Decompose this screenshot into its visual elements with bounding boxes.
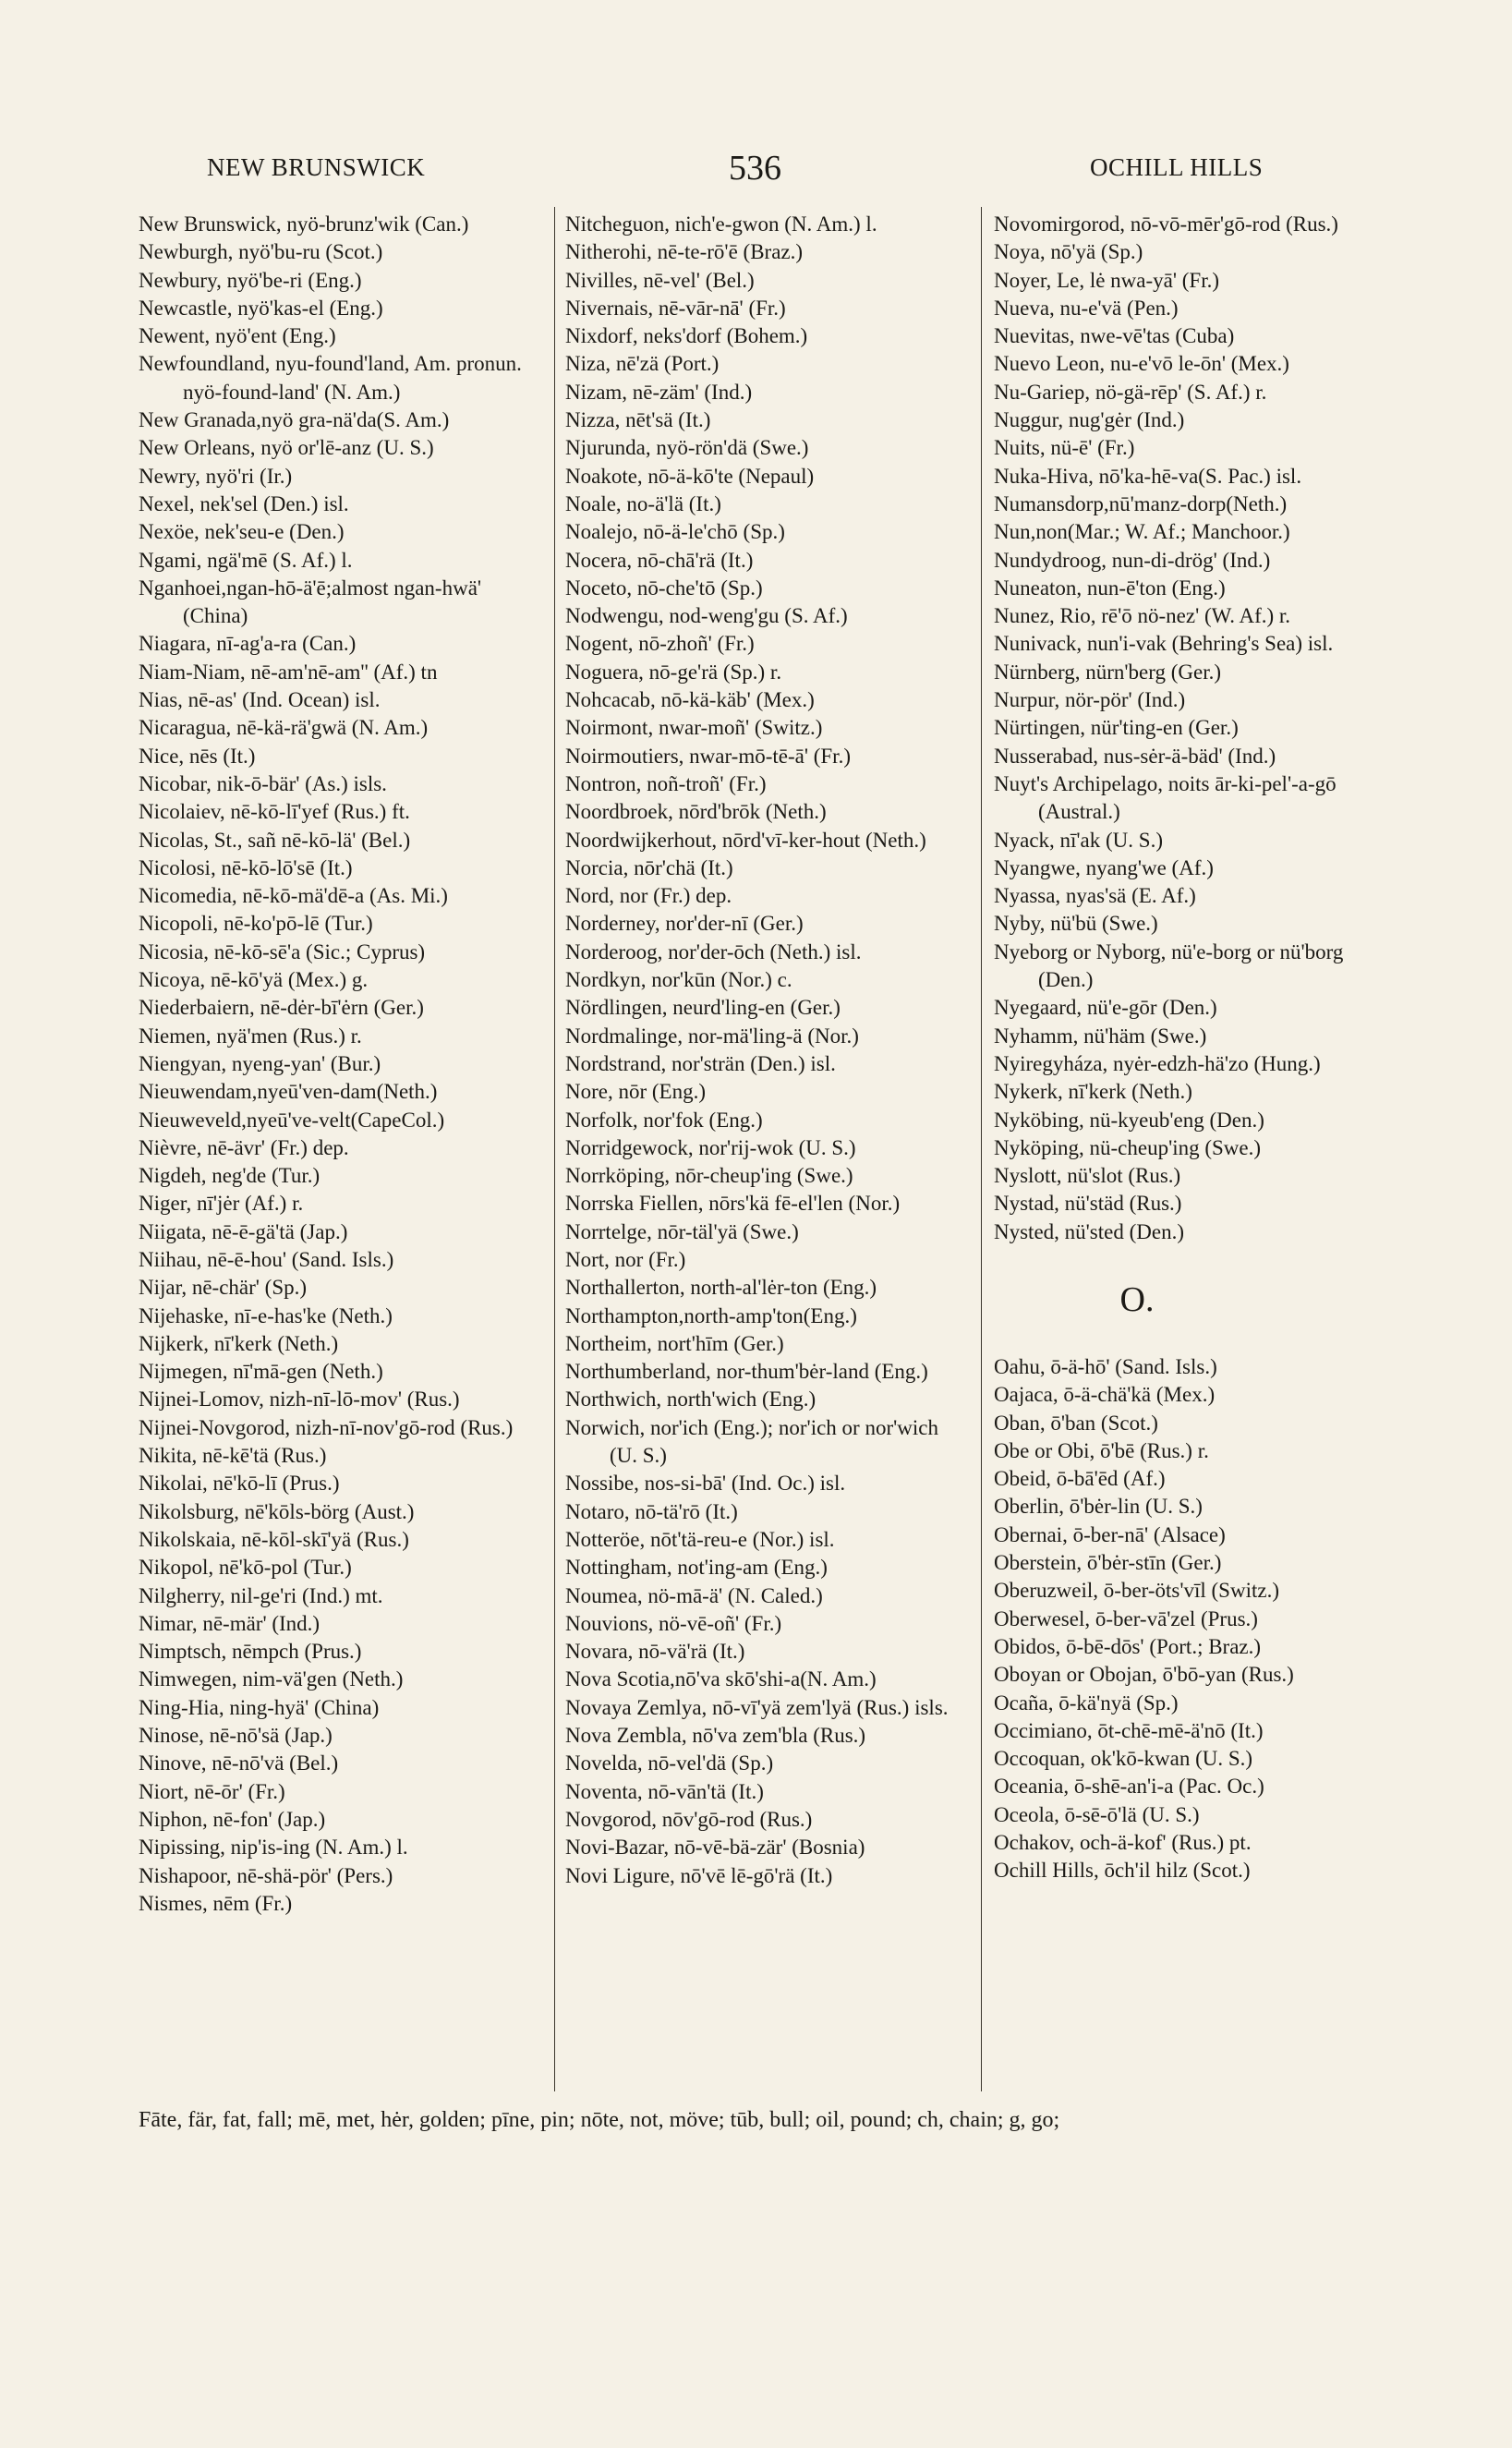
gazetteer-entry: Norrköping, nōr-cheup'ing (Swe.) (565, 1164, 853, 1188)
gazetteer-entry: Oberuzweil, ō-ber-öts'vīl (Switz.) (994, 1579, 1279, 1603)
gazetteer-entry: Nyack, nī'ak (U. S.) (994, 828, 1163, 852)
running-head-left: NEW BRUNSWICK (207, 153, 426, 181)
gazetteer-entry: Nuevo Leon, nu-e'vō le-ōn' (Mex.) (994, 352, 1289, 376)
gazetteer-entry: Ninove, nē-nō'vä (Bel.) (139, 1751, 339, 1775)
gazetteer-entry: Nismes, nēm (Fr.) (139, 1891, 293, 1915)
gazetteer-entry: Nun,non(Mar.; W. Af.; Manchoor.) (994, 520, 1290, 544)
gazetteer-entry: Nurpur, nör-pör' (Ind.) (994, 688, 1186, 712)
column-1 (139, 211, 536, 1918)
gazetteer-entry: Nystad, nü'städ (Rus.) (994, 1192, 1182, 1216)
gazetteer-entry: Ninose, nē-nō'sä (Jap.) (139, 1724, 333, 1748)
gazetteer-entry: Nicolaiev, nē-kō-lī'yef (Rus.) ft. (139, 800, 410, 824)
gazetteer-entry: Obernai, ō-ber-nā' (Alsace) (994, 1522, 1226, 1546)
gazetteer-entry: Nossibe, nos-si-bā' (Ind. Oc.) isl. (565, 1472, 846, 1496)
gazetteer-entry: Noordbroek, nōrd'brōk (Neth.) (565, 800, 827, 824)
gazetteer-entry: Nikolskaia, nē-kōl-skī'yä (Rus.) (139, 1527, 409, 1551)
gazetteer-entry: Njurunda, nyö-rön'dä (Swe.) (565, 436, 809, 460)
gazetteer-entry: Nicoya, nē-kō'yä (Mex.) g. (139, 968, 369, 992)
gazetteer-entry: Noceto, nō-che'tō (Sp.) (565, 576, 763, 600)
column-divider (554, 207, 555, 2091)
running-head-right: OCHILL HILLS (1090, 153, 1264, 181)
gazetteer-entry: Nipissing, nip'is-ing (N. Am.) l. (139, 1836, 408, 1860)
column-2 (565, 211, 962, 1890)
gazetteer-entry: Nicolas, St., sañ nē-kō-lä' (Bel.) (139, 828, 411, 852)
gazetteer-entry: Nikita, nē-kē'tä (Rus.) (139, 1444, 327, 1468)
gazetteer-entry: Novara, nō-vä'rä (It.) (565, 1640, 745, 1664)
gazetteer-entry: Nyslott, nü'slot (Rus.) (994, 1164, 1181, 1188)
gazetteer-entry: Oban, ō'ban (Scot.) (994, 1411, 1158, 1435)
gazetteer-entry: Obe or Obi, ō'bē (Rus.) r. (994, 1438, 1209, 1462)
gazetteer-entry: Niphon, nē-fon' (Jap.) (139, 1807, 326, 1831)
gazetteer-entry: Nuneaton, nun-ē'ton (Eng.) (994, 576, 1226, 600)
gazetteer-entry: Noguera, nō-ge'rä (Sp.) r. (565, 660, 782, 684)
gazetteer-entry: Nivernais, nē-vār-nā' (Fr.) (565, 296, 786, 320)
gazetteer-entry: Nikolai, nē'kō-lī (Prus.) (139, 1472, 340, 1496)
gazetteer-entry: Nicolosi, nē-kō-lō'sē (It.) (139, 855, 353, 879)
gazetteer-entry: Nijar, nē-chär' (Sp.) (139, 1276, 308, 1300)
gazetteer-entry: Obeid, ō-bā'ēd (Af.) (994, 1467, 1166, 1491)
gazetteer-entry: Nexöe, nek'seu-e (Den.) (139, 520, 345, 544)
gazetteer-entry: Nysted, nü'sted (Den.) (994, 1219, 1184, 1243)
gazetteer-entry: Niederbaiern, nē-dėr-bī'ėrn (Ger.) (139, 996, 424, 1020)
gazetteer-entry: Oberlin, ō'bėr-lin (U. S.) (994, 1495, 1203, 1519)
gazetteer-entry: Notteröe, nōt'tä-reu-e (Nor.) isl. (565, 1527, 835, 1551)
gazetteer-entry: Oboyan or Obojan, ō'bō-yan (Rus.) (994, 1663, 1294, 1687)
gazetteer-entry: Nuits, nü-ē' (Fr.) (994, 436, 1135, 460)
gazetteer-entry: Norridgewock, nor'rij-wok (U. S.) (565, 1135, 856, 1159)
gazetteer-entry: Niza, nē'zä (Port.) (565, 352, 720, 376)
gazetteer-entry: Noalejo, nō-ä-le'chō (Sp.) (565, 520, 785, 544)
gazetteer-entry: Novi Ligure, nō'vē lē-gō'rä (It.) (565, 1863, 833, 1887)
gazetteer-entry: Oajaca, ō-ä-chä'kä (Mex.) (994, 1383, 1216, 1407)
gazetteer-entry: Nuggur, nug'gėr (Ind.) (994, 408, 1185, 432)
gazetteer-entry: Nyköping, nü-cheup'ing (Swe.) (994, 1135, 1262, 1159)
gazetteer-entry: Northumberland, nor-thum'bėr-land (Eng.) (565, 1360, 928, 1384)
gazetteer-entry: Ochakov, och-ä-kof' (Rus.) pt. (994, 1831, 1252, 1855)
gazetteer-entry: Nieuwendam,nyeū'ven-dam(Neth.) (139, 1080, 438, 1104)
gazetteer-entry: Ning-Hia, ning-hyä' (China) (139, 1695, 380, 1719)
gazetteer-entry: Nuevitas, nwe-vē'tas (Cuba) (994, 324, 1235, 348)
gazetteer-entry: Oberwesel, ō-ber-vā'zel (Prus.) (994, 1606, 1258, 1630)
gazetteer-entry: New Granada,nyö gra-nä'da(S. Am.) (139, 408, 450, 432)
gazetteer-entry: Norcia, nōr'chä (It.) (565, 855, 733, 879)
pronunciation-key: Fāte, fär, fat, fall; mē, met, hėr, golden; pīne, pin; nōte, not, möve; tūb, bull; oil, pound; ch, chain; g, go; (139, 2108, 1060, 2132)
gazetteer-entry: Nore, nōr (Eng.) (565, 1080, 707, 1104)
gazetteer-entry: Noirmont, nwar-moñ' (Switz.) (565, 716, 823, 740)
gazetteer-entry: Norwich, nor'ich (Eng.); nor'ich or nor'wich (U. S.) (565, 1415, 938, 1468)
gazetteer-entry: Nogent, nō-zhoñ' (Fr.) (565, 632, 755, 656)
gazetteer-entry: Nouvions, nö-vē-oñ' (Fr.) (565, 1611, 782, 1635)
column-divider (981, 207, 982, 2091)
gazetteer-entry: Ocaña, ō-kä'nyä (Sp.) (994, 1691, 1179, 1715)
gazetteer-entry: Northwich, north'wich (Eng.) (565, 1388, 816, 1412)
gazetteer-entry: Nizam, nē-zäm' (Ind.) (565, 380, 753, 404)
gazetteer-entry: Niam-Niam, nē-am'nē-am'' (Af.) tn (139, 660, 438, 684)
gazetteer-entry: Newburgh, nyö'bu-ru (Scot.) (139, 240, 383, 264)
gazetteer-entry: Nixdorf, neks'dorf (Bohem.) (565, 324, 808, 348)
gazetteer-entry: Nexel, nek'sel (Den.) isl. (139, 491, 349, 515)
gazetteer-entry: Nördlingen, neurd'ling-en (Ger.) (565, 996, 841, 1020)
gazetteer-entry: Niagara, nī-ag'a-ra (Can.) (139, 632, 357, 656)
gazetteer-entry: Nivilles, nē-vel' (Bel.) (565, 268, 755, 292)
gazetteer-entry: Noventa, nō-vān'tä (It.) (565, 1779, 764, 1803)
gazetteer-entry: Niengyan, nyeng-yan' (Bur.) (139, 1051, 381, 1075)
gazetteer-entry: Noyer, Le, lė nwa-yā' (Fr.) (994, 268, 1219, 292)
gazetteer-entry: Nimwegen, nim-vä'gen (Neth.) (139, 1667, 404, 1691)
gazetteer-entry: Nova Zembla, nō'va zem'bla (Rus.) (565, 1724, 866, 1748)
gazetteer-entry: Nordstrand, nor'strän (Den.) isl. (565, 1051, 836, 1075)
gazetteer-entry: Noakote, nō-ä-kō'te (Nepaul) (565, 464, 815, 488)
gazetteer-entry: New Orleans, nyö or'lē-anz (U. S.) (139, 436, 434, 460)
gazetteer-entry: Niger, nī'jėr (Af.) r. (139, 1192, 304, 1216)
gazetteer-entry: Nijnei-Lomov, nizh-nī-lō-mov' (Rus.) (139, 1388, 460, 1412)
page-number: 536 (729, 149, 781, 188)
gazetteer-entry: Oahu, ō-ä-hō' (Sand. Isls.) (994, 1354, 1217, 1378)
gazetteer-entry: Newent, nyö'ent (Eng.) (139, 324, 336, 348)
gazetteer-entry: Nijehaske, nī-e-has'ke (Neth.) (139, 1303, 393, 1327)
gazetteer-entry: Northallerton, north-al'lėr-ton (Eng.) (565, 1276, 877, 1300)
gazetteer-entry: Ochill Hills, ōch'il hilz (Scot.) (994, 1859, 1251, 1883)
gazetteer-entry: Nuka-Hiva, nō'ka-hē-va(S. Pac.) isl. (994, 464, 1302, 488)
gazetteer-entry: Nimptsch, nēmpch (Prus.) (139, 1640, 362, 1664)
gazetteer-entry: Nunez, Rio, rē'ō nö-nez' (W. Af.) r. (994, 604, 1291, 628)
column-3 (994, 211, 1400, 1885)
gazetteer-entry: Nganhoei,ngan-hō-ä'ē;almost ngan-hwä' (China) (139, 576, 482, 628)
gazetteer-entry: Norderoog, nor'der-ōch (Neth.) isl. (565, 939, 862, 963)
gazetteer-entry: Occimiano, ōt-chē-mē-ä'nō (It.) (994, 1718, 1264, 1742)
gazetteer-entry: Nordkyn, nor'kūn (Nor.) c. (565, 968, 792, 992)
gazetteer-entry: Nitcheguon, nich'e-gwon (N. Am.) l. (565, 212, 877, 236)
gazetteer-entry: Obidos, ō-bē-dōs' (Port.; Braz.) (994, 1634, 1262, 1658)
gazetteer-entry: Nykerk, nī'kerk (Neth.) (994, 1080, 1192, 1104)
gazetteer-entry: Nièvre, nē-ävr' (Fr.) dep. (139, 1135, 349, 1159)
gazetteer-entry: Niigata, nē-ē-gä'tä (Jap.) (139, 1219, 348, 1243)
gazetteer-entry: Nundydroog, nun-di-drög' (Ind.) (994, 548, 1271, 572)
gazetteer-entry: Nyköbing, nü-kyeub'eng (Den.) (994, 1108, 1264, 1132)
gazetteer-entry: Nyhamm, nü'häm (Swe.) (994, 1024, 1207, 1048)
gazetteer-entry: Nord, nor (Fr.) dep. (565, 884, 732, 908)
gazetteer-entry: Nizza, nēt'sä (It.) (565, 408, 711, 432)
gazetteer-entry: Novgorod, nōv'gō-rod (Rus.) (565, 1807, 813, 1831)
gazetteer-entry: Nijkerk, nī'kerk (Neth.) (139, 1331, 339, 1355)
gazetteer-entry: Nicaragua, nē-kä-rä'gwä (N. Am.) (139, 716, 429, 740)
gazetteer-entry: Nijnei-Novgorod, nizh-nī-nov'gō-rod (Rus.) (139, 1415, 514, 1439)
gazetteer-entry: Nunivack, nun'i-vak (Behring's Sea) isl. (994, 632, 1334, 656)
gazetteer-entry: Oberstein, ō'bėr-stīn (Ger.) (994, 1551, 1222, 1575)
gazetteer-entry: Nicosia, nē-kō-sē'a (Sic.; Cyprus) (139, 939, 426, 963)
gazetteer-entry: Nyassa, nyas'sä (E. Af.) (994, 884, 1196, 908)
gazetteer-entry: Oceola, ō-sē-ō'lä (U. S.) (994, 1802, 1200, 1826)
gazetteer-entry: Novaya Zemlya, nō-vī'yä zem'lyä (Rus.) isls. (565, 1695, 949, 1719)
gazetteer-entry: Northampton,north-amp'ton(Eng.) (565, 1303, 857, 1327)
gazetteer-entry: Nueva, nu-e'vä (Pen.) (994, 296, 1179, 320)
gazetteer-entry: Nohcacab, nō-kä-käb' (Mex.) (565, 688, 815, 712)
gazetteer-entry: Nicopoli, nē-ko'pō-lē (Tur.) (139, 912, 373, 936)
gazetteer-entry: Nikolsburg, nē'kōls-börg (Aust.) (139, 1499, 415, 1523)
gazetteer-entry: Nocera, nō-chā'rä (It.) (565, 548, 754, 572)
gazetteer-entry: Nimar, nē-mär' (Ind.) (139, 1611, 321, 1635)
gazetteer-entry: Niihau, nē-ē-hou' (Sand. Isls.) (139, 1247, 394, 1271)
gazetteer-entry: Nürnberg, nürn'berg (Ger.) (994, 660, 1222, 684)
gazetteer-entry: Nicobar, nik-ō-bär' (As.) isls. (139, 771, 387, 795)
gazetteer-entry: Nyeborg or Nyborg, nü'e-borg or nü'borg (Den.) (994, 939, 1344, 992)
gazetteer-entry: Nodwengu, nod-weng'gu (S. Af.) (565, 604, 848, 628)
gazetteer-entry: Novi-Bazar, nō-vē-bä-zär' (Bosnia) (565, 1836, 865, 1860)
gazetteer-entry: New Brunswick, nyö-brunz'wik (Can.) (139, 212, 469, 236)
gazetteer-entry: Notaro, nō-tä'rō (It.) (565, 1499, 738, 1523)
gazetteer-entry: Norfolk, nor'fok (Eng.) (565, 1108, 763, 1132)
gazetteer-entry: Nieuweveld,nyeū've-velt(CapeCol.) (139, 1108, 445, 1132)
gazetteer-entry: Nyby, nü'bü (Swe.) (994, 912, 1158, 936)
gazetteer-entry: Newry, nyö'ri (Ir.) (139, 464, 293, 488)
page-header (203, 148, 1312, 188)
gazetteer-entry: Niemen, nyä'men (Rus.) r. (139, 1024, 362, 1048)
gazetteer-entry: Nottingham, not'ing-am (Eng.) (565, 1556, 828, 1580)
gazetteer-entry: Nice, nēs (It.) (139, 744, 256, 768)
gazetteer-entry: Novomirgorod, nō-vō-mēr'gō-rod (Rus.) (994, 212, 1338, 236)
gazetteer-entry: Norrtelge, nōr-täl'yä (Swe.) (565, 1219, 799, 1243)
gazetteer-entry: Novelda, nō-vel'dä (Sp.) (565, 1751, 774, 1775)
gazetteer-entry: Nyiregyháza, nyėr-edzh-hä'zo (Hung.) (994, 1051, 1321, 1075)
gazetteer-entry: Nuyt's Archipelago, noits ār-ki-pel'-a-gō (Austral.) (994, 771, 1337, 824)
gazetteer-entry: Nu-Gariep, nö-gä-rēp' (S. Af.) r. (994, 380, 1267, 404)
gazetteer-entry: Nort, nor (Fr.) (565, 1247, 686, 1271)
gazetteer-entry: Niort, nē-ōr' (Fr.) (139, 1779, 285, 1803)
gazetteer-entry: Noumea, nö-mā-ä' (N. Caled.) (565, 1583, 823, 1607)
gazetteer-entry: Newcastle, nyö'kas-el (Eng.) (139, 296, 383, 320)
gazetteer-entry: Occoquan, ok'kō-kwan (U. S.) (994, 1747, 1253, 1771)
gazetteer-entry: Nusserabad, nus-sėr-ä-bäd' (Ind.) (994, 744, 1276, 768)
gazetteer-entry: Nürtingen, nür'ting-en (Ger.) (994, 716, 1239, 740)
gazetteer-entry: Nias, nē-as' (Ind. Ocean) isl. (139, 688, 381, 712)
gazetteer-entry: Nikopol, nē'kō-pol (Tur.) (139, 1556, 352, 1580)
gazetteer-entry: Noale, no-ä'lä (It.) (565, 491, 721, 515)
gazetteer-entry: Nyangwe, nyang'we (Af.) (994, 855, 1214, 879)
gazetteer-entry: Noirmoutiers, nwar-mō-tē-ā' (Fr.) (565, 744, 851, 768)
gazetteer-entry: Numansdorp,nū'manz-dorp(Neth.) (994, 491, 1288, 515)
gazetteer-entry: Nitherohi, nē-te-rō'ē (Braz.) (565, 240, 804, 264)
gazetteer-entry: Northeim, nort'hīm (Ger.) (565, 1331, 784, 1355)
gazetteer-entry: Nova Scotia,nō'va skō'shi-a(N. Am.) (565, 1667, 877, 1691)
gazetteer-entry: Nishapoor, nē-shä-pör' (Pers.) (139, 1863, 393, 1887)
gazetteer-entry: Newfoundland, nyu-found'land, Am. pronun. nyö-found-land' (N. Am.) (139, 352, 522, 404)
gazetteer-entry: Norrska Fiellen, nōrs'kä fē-el'len (Nor.) (565, 1192, 901, 1216)
gazetteer-entry: Nijmegen, nī'mā-gen (Neth.) (139, 1360, 383, 1384)
gazetteer-entry: Noordwijkerhout, nōrd'vī-ker-hout (Neth.) (565, 828, 926, 852)
gazetteer-entry: Nordmalinge, nor-mä'ling-ä (Nor.) (565, 1024, 859, 1048)
gazetteer-entry: Ngami, ngä'mē (S. Af.) l. (139, 548, 353, 572)
gazetteer-entry: Norderney, nor'der-nī (Ger.) (565, 912, 804, 936)
gazetteer-entry: Newbury, nyö'be-ri (Eng.) (139, 268, 362, 292)
section-letter-heading: O. (1119, 1279, 1155, 1319)
gazetteer-entry: Nyegaard, nü'e-gōr (Den.) (994, 996, 1217, 1020)
gazetteer-entry: Nilgherry, nil-ge'ri (Ind.) mt. (139, 1583, 383, 1607)
gazetteer-entry: Oceania, ō-shē-an'i-a (Pac. Oc.) (994, 1775, 1264, 1799)
gazetteer-entry: Nicomedia, nē-kō-mä'dē-a (As. Mi.) (139, 884, 448, 908)
gazetteer-entry: Noya, nō'yä (Sp.) (994, 240, 1143, 264)
gazetteer-entry: Nontron, noñ-troñ' (Fr.) (565, 771, 767, 795)
gazetteer-entry: Nigdeh, neg'de (Tur.) (139, 1164, 321, 1188)
